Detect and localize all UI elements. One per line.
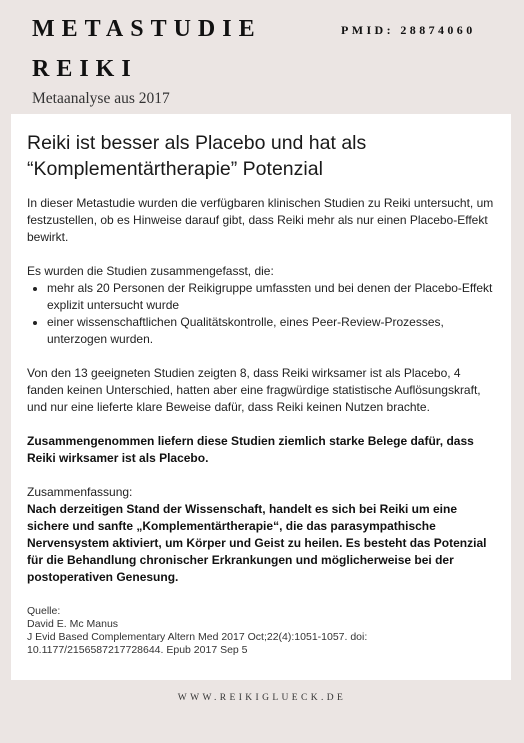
source-block xyxy=(27,605,495,657)
website-link[interactable]: WWW.REIKIGLUECK.DE xyxy=(177,693,347,703)
list-item: • einer wissenschaftlichen Qualitätskontrolle, eines Peer-Review-Prozesses, unterzogen wurden. xyxy=(47,314,495,348)
intro-paragraph: In dieser Metastudie wurden die verfügbaren klinischen Studien zu Reiki untersucht, um festzustellen, ob es Hinweise darauf gibt, dass Reiki mehr als nur einen Placebo-Effekt bewirkt. xyxy=(27,196,494,244)
source-author: David E. Mc Manus xyxy=(27,618,119,630)
results-paragraph: Von den 13 geeigneten Studien zeigten 8, dass Reiki wirksamer ist als Placebo, 4 fanden keinen Unterschied, hatten aber eine fragwürdige statistische Auflösungskraft, und nur eine lieferte klare Beweise dafür, dass Reiki keinen Nutzen brachte. xyxy=(27,366,481,414)
source-label: Quelle: xyxy=(27,605,61,617)
summary-label: Zusammenfassung: xyxy=(27,485,133,499)
criteria-list xyxy=(27,280,495,348)
headline-line-2: “Komplementärtherapie” Potenzial xyxy=(27,158,323,180)
subtitle: Metaanalyse aus 2017 xyxy=(32,90,170,107)
source-citation-line-1: J Evid Based Complementary Altern Med 2017 Oct;22(4):1051-1057. doi: xyxy=(27,631,368,643)
content-card xyxy=(11,114,511,680)
title-line-2: REIKI xyxy=(32,56,138,82)
source-citation-line-2: 10.1177/2156587217728644. Epub 2017 Sep 5 xyxy=(27,644,248,656)
list-intro: Es wurden die Studien zusammengefasst, die: xyxy=(27,264,274,278)
conclusion-paragraph: Zusammengenommen liefern diese Studien ziemlich starke Belege dafür, dass Reiki wirksamer ist als Placebo. xyxy=(27,434,474,465)
headline-line-1: Reiki ist besser als Placebo und hat als xyxy=(27,132,367,154)
title-line-1: METASTUDIE xyxy=(32,16,262,42)
list-item: • mehr als 20 Personen der Reikigruppe umfassten und bei denen der Placebo-Effekt explizit untersucht wurde xyxy=(47,280,495,314)
pmid-label: PMID: 28874060 xyxy=(341,23,476,37)
headline xyxy=(27,130,495,182)
summary-text: Nach derzeitigen Stand der Wissenschaft, handelt es sich bei Reiki um eine sichere und sanfte „Komplementärtherapie“, die das parasympathische Nervensystem aktiviert, um Körper und Geist zu heilen. Es besteht das Potenzial für die Behandlung chronischer Erkrankungen und möglicherweise bei der postoperativen Genesung. xyxy=(27,502,487,584)
